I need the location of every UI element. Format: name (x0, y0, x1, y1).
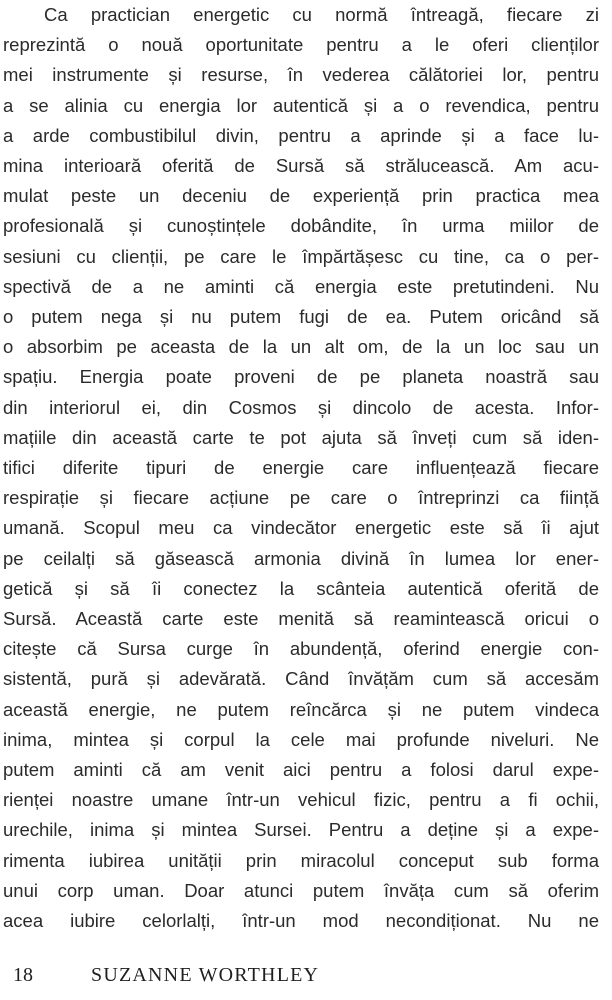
text-line: a se alinia cu energia lor autentică și a o revendica, pentru (3, 94, 599, 116)
text-line: mina interioară oferită de Sursă să strălucească. Am acu- (3, 155, 599, 177)
text-line: a arde combustibilul divin, pentru a aprinde și a face lu- (3, 124, 599, 146)
text-line: sistentă, pură și adevărată. Când învățăm cum să accesăm (3, 668, 599, 690)
text-line: spațiu. Energia poate proveni de pe planeta noastră sau (3, 366, 599, 388)
text-line: această energie, ne putem reîncărca și ne putem vindeca (3, 698, 599, 720)
text-line: Sursă. Această carte este menită să reamintească oricui o (3, 608, 599, 630)
text-line: spectivă de a ne aminti că energia este pretutindeni. Nu (3, 275, 599, 297)
text-line: respirație și fiecare acțiune pe care o întreprinzi ca ființă (3, 487, 599, 509)
text-line: din interiorul ei, din Cosmos și dincolo de acesta. Infor- (3, 396, 599, 418)
page-number: 18 (13, 964, 33, 986)
text-line: rienței noastre umane într-un vehicul fizic, pentru a fi ochii, (3, 789, 599, 811)
text-line: acea iubire celorlalți, într-un mod necondiționat. Nu ne (3, 910, 599, 932)
text-line: tifici diferite tipuri de energie care influențează fiecare (3, 457, 599, 479)
text-line: mei instrumente și resurse, în vederea călătoriei lor, pentru (3, 64, 599, 86)
text-line: mulat peste un deceniu de experiență prin practica mea (3, 185, 599, 207)
text-line: getică și să îi conectez la scânteia autentică oferită de (3, 577, 599, 599)
text-line: unui corp uman. Doar atunci putem învăța cum să oferim (3, 879, 599, 901)
text-line: sesiuni cu clienții, pe care le împărtășesc cu tine, ca o per- (3, 245, 599, 267)
text-line: o putem nega și nu putem fugi de ea. Putem oricând să (3, 306, 599, 328)
text-line: mațiile din această carte te pot ajuta să înveți cum să iden- (3, 426, 599, 448)
text-line: profesională și cunoștințele dobândite, în urma miilor de (3, 215, 599, 237)
text-line: reprezintă o nouă oportunitate pentru a le oferi clienților (3, 34, 599, 56)
text-line: pe ceilalți să găsească armonia divină în lumea lor ener- (3, 547, 599, 569)
text-line: Ca practician energetic cu normă întreagă, fiecare zi (44, 4, 599, 25)
text-line: inima, mintea și corpul la cele mai profunde niveluri. Ne (3, 728, 599, 750)
running-head: SUZANNE WORTHLEY (91, 964, 320, 986)
body-text (3, 0, 599, 936)
text-line: urechile, inima și mintea Sursei. Pentru a deține și a expe- (3, 819, 599, 841)
text-line: rimenta iubirea unității prin miracolul conceput sub forma (3, 849, 599, 871)
text-line: putem aminti că am venit aici pentru a folosi darul expe- (3, 759, 599, 781)
page-footer (3, 963, 599, 987)
text-line: citește că Sursa curge în abundență, oferind energie con- (3, 638, 599, 660)
text-line: umană. Scopul meu ca vindecător energetic este să îi ajut (3, 517, 599, 539)
text-line: o absorbim pe aceasta de la un alt om, de la un loc sau un (3, 336, 599, 358)
